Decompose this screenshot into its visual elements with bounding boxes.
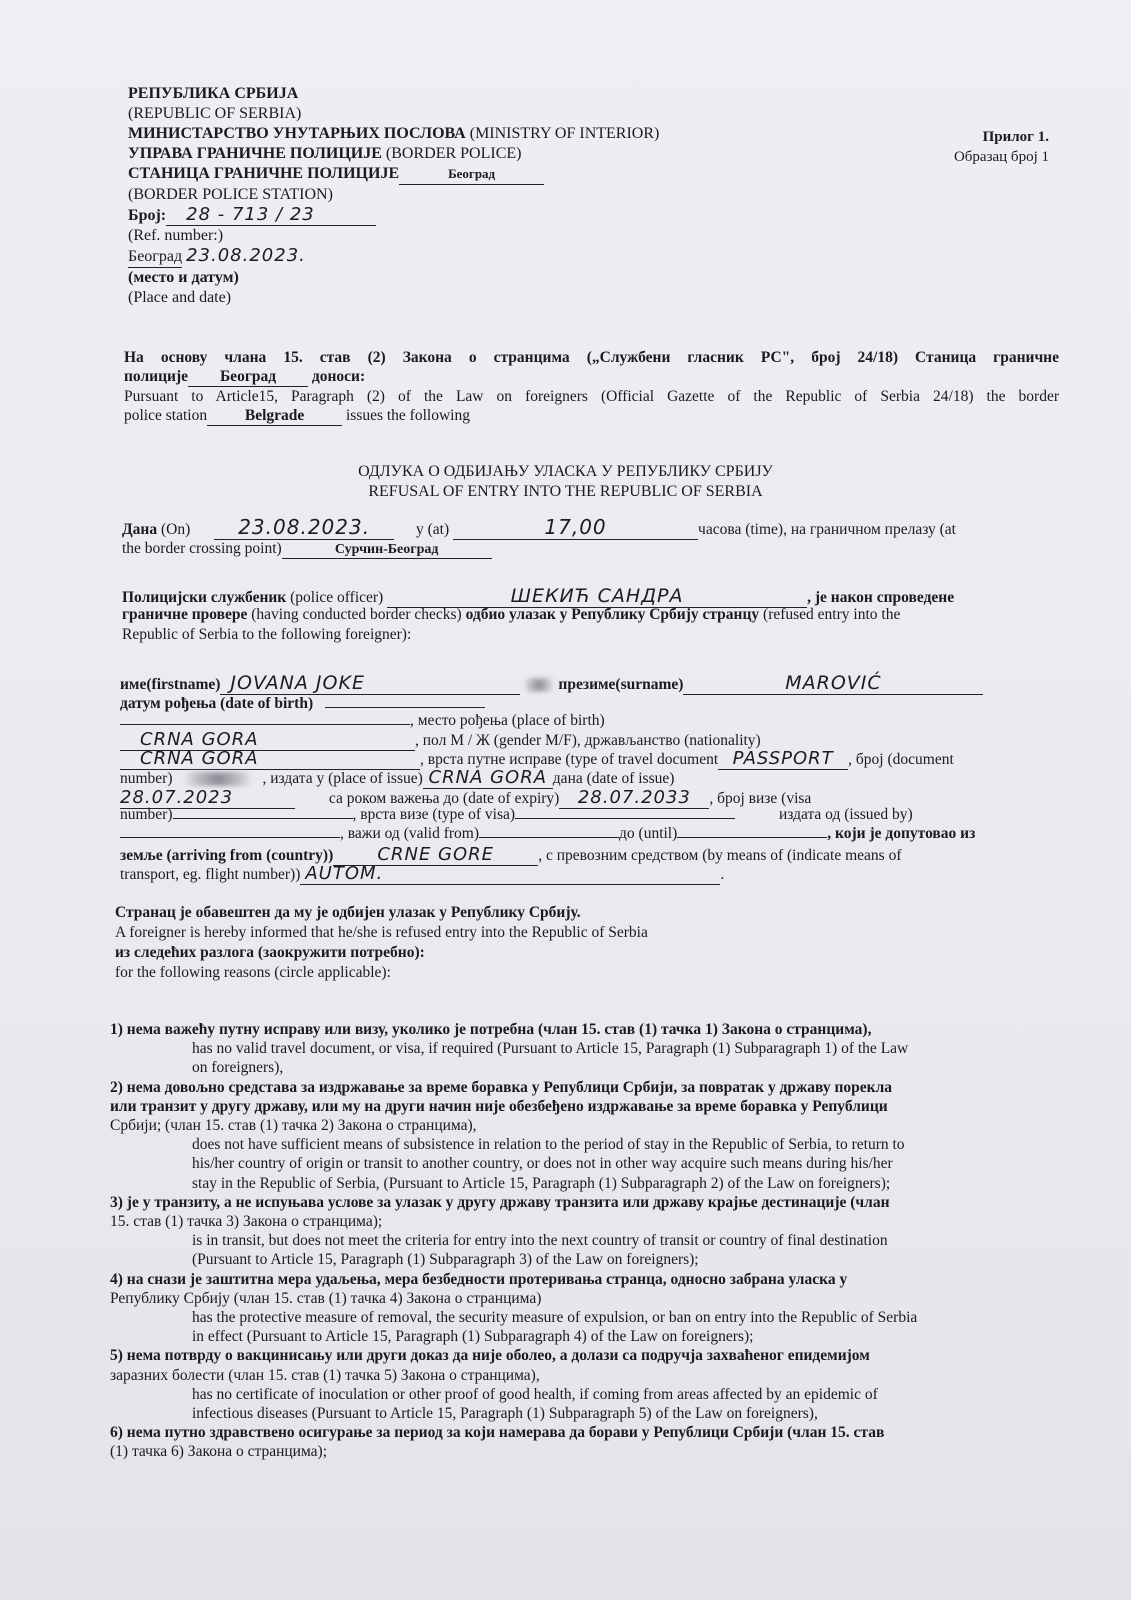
station-name-en: Belgrade [207, 406, 342, 426]
reason-5-en: has no certificate of inoculation or other proof of good health, if coming from areas affected by an epidemic of [192, 1385, 878, 1403]
crossing-point-value: Сурчин-Београд [282, 542, 492, 559]
reason-4-en-cont: in effect (Pursuant to Article 15, Paragraph (1) Subparagraph 4) of the Law on foreigners); [192, 1328, 754, 1346]
place-date-label-en: (Place and date) [128, 289, 232, 306]
header-directorate: УПРАВА ГРАНИЧНЕ ПОЛИЦИЈЕ (BORDER POLICE) [128, 145, 522, 162]
reason-3-sr: 3) је у транзиту, а не испуњава услове за улазак у другу државу транзита или државу крајње дестинације (члан [110, 1193, 890, 1211]
reason-2-sr-cont: или транзит у другу државу, или му на други начин није обезбеђено издржавање за време боравка у Републици [110, 1097, 888, 1115]
notice-sr: Странац је обавештен да му је одбијен улазак у Републику Србију. [115, 904, 581, 921]
crossing-point-row: the border crossing point) Сурчин-Београд [122, 540, 492, 559]
reason-4-sr-ref: Републику Србију (члан 15. став (1) тачка 4) Закона о странцима) [110, 1289, 542, 1307]
reasons-heading-en: for the following reasons (circle applicable): [115, 964, 391, 981]
reason-3-en-cont: (Pursuant to Article 15, Paragraph (1) Subparagraph 3) of the Law on foreigners); [192, 1251, 699, 1269]
firstname-value: JOVANA JOKE [220, 672, 520, 695]
notice-en: A foreigner is hereby informed that he/she is refused entry into the Republic of Serbia [115, 924, 648, 941]
border-check-row-2: Republic of Serbia to the following foreigner): [122, 626, 412, 643]
place-date-value: 23.08.2023. [186, 245, 306, 266]
annex-label: Прилог 1. Образац број 1 [953, 129, 1049, 165]
reason-2-sr-ref: Србији; (члан 15. став (1) тачка 2) Закона о странцима), [110, 1117, 477, 1135]
station-value: Београд [399, 164, 544, 185]
form-title-en: REFUSAL OF ENTRY INTO THE REPUBLIC OF SERBIA [368, 483, 763, 500]
reason-6-sr-ref: (1) тачка 6) Закона о странцима); [110, 1443, 328, 1461]
border-check-row: граничне провере (having conducted border checks) одбио улазак у Републику Србију странцу (refused entry into the [122, 606, 901, 623]
date-time-row: Дана (On) 23.08.2023. у (at) 17,00 часова (time), на граничном прелазу (at [122, 515, 956, 539]
header-ministry: МИНИСТАРСТВО УНУТАРЊИХ ПОСЛОВА (MINISTRY OF INTERIOR) [128, 125, 660, 142]
document-type-value: PASSPORT [718, 748, 848, 770]
place-date-row: Београд 23.08.2023. [128, 245, 306, 266]
issue-row: number) , издата у (place of issue) CRNA GORA дана (date of issue) [120, 767, 675, 788]
officer-row: Полицијски службеник (police officer) ШЕКИЋ САНДРА , је након спроведене [122, 585, 955, 607]
transport-value: AUTOM. [300, 863, 720, 885]
place-date-label-sr: (место и датум) [128, 269, 239, 286]
reason-2-en: does not have sufficient means of subsistence in relation to the period of stay in the Republic of Serbia, to return to [192, 1136, 905, 1154]
legal-basis-paragraph: На основу члана 15. став (2) Закона о странцима („Службени гласник РС", број 24/18) Станица граничне полиције Београд доноси: Pursuant to Article15, Paragraph (2) of the Law on foreigners (Official Gazette of the Republic of Serbia 24/18) the border police station Belgrade issues the following [124, 349, 1059, 424]
issue-date-value: 28.07.2023 [120, 787, 295, 809]
arrival-country-row: земље (arriving from (country)) CRNE GORE , с превозним средством (by means of (indicate means of [120, 844, 902, 865]
pob-row: , место рођења (place of birth) [120, 712, 605, 730]
header-station: СТАНИЦА ГРАНИЧНЕ ПОЛИЦИЈЕ Београд [128, 164, 659, 185]
document-number-redacted [173, 772, 263, 786]
reason-3-en: is in transit, but does not meet the criteria for entry into the next country of transit or country of final destination [192, 1232, 888, 1250]
station-name-sr: Београд [188, 367, 308, 387]
reason-1-en-cont: on foreigners), [192, 1059, 284, 1077]
visa-validity-row: , важи од (valid from) до (until) , који је допутовао из [120, 825, 975, 843]
reason-4-en: has the protective measure of removal, the security measure of expulsion, or ban on entry into the Republic of Serbia [192, 1309, 918, 1327]
gender-nationality-row: CRNA GORA , пол М / Ж (gender M/F), држављанство (nationality) [120, 729, 761, 751]
reason-4-sr: 4) на снази је заштитна мера удаљења, мера безбедности протеривања странца, односно забрана уласка у [110, 1270, 848, 1288]
surname-value: MAROVIĆ [683, 672, 983, 695]
reason-5-sr-ref: заразних болести (члан 15. став (1) тачка 5) Закона о странцима), [110, 1366, 540, 1384]
dob-row: датум рођења (date of birth) [120, 695, 485, 713]
issue-place-value: CRNA GORA [423, 767, 553, 789]
header-station-en: (BORDER POLICE STATION) [128, 186, 333, 203]
expiry-row: 28.07.2023 са роком важења до (date of expiry) 28.07.2033 , број визе (visa [120, 787, 812, 808]
name-row: име(firstname) JOVANA JOKE презиме(surname) MAROVIĆ [120, 672, 983, 695]
header-republic-en: (REPUBLIC OF SERBIA) [128, 105, 302, 122]
ref-number-row: Број: 28 - 713 / 23 [128, 205, 659, 226]
reason-6-sr: 6) нема путно здравствено осигурање за период за који намерава да борави у Републици Србији (члан 15. став [110, 1424, 885, 1442]
refusal-reasons-list [110, 1020, 1060, 1462]
ref-number-value: 28 - 713 / 23 [166, 205, 376, 226]
ref-number-label-en: (Ref. number:) [128, 227, 224, 244]
refusal-time-value: 17,00 [453, 515, 698, 540]
document-type-row: CRNA GORA , врста путне исправе (type of travel document PASSPORT , број (document [120, 748, 954, 770]
reason-5-sr: 5) нема потврду о вакцинисању или други доказ да није оболео, а долази са подручја захваћеног епидемијом [110, 1347, 870, 1365]
reason-2-sr: 2) нема довољно средстава за издржавање за време боравка у Републици Србији, за повратак у државу порекла [110, 1078, 893, 1096]
nationality-value: CRNA GORA [120, 748, 420, 770]
arrival-country-value: CRNE GORE [333, 844, 538, 866]
redaction-mark [520, 678, 558, 692]
expiry-date-value: 28.07.2033 [559, 787, 709, 809]
reasons-heading-sr: из следећих разлога (заокружити потребно): [115, 944, 425, 961]
issuer-header [128, 84, 659, 308]
header-republic: РЕПУБЛИКА СРБИЈА [128, 85, 299, 102]
form-title-sr: ОДЛУКА О ОДБИЈАЊУ УЛАСКА У РЕПУБЛИКУ СРБИЈУ [358, 463, 773, 480]
reason-2-en-cont: his/her country of origin or transit to another country, or does not in other way acquire such means during his/her [192, 1155, 893, 1173]
transport-row: transport, eg. flight number)) AUTOM. . [120, 863, 725, 884]
visa-row: number) , врста визе (type of visa) издата од (issued by) [120, 806, 913, 823]
reason-2-en-cont2: stay in the Republic of Serbia, (Pursuant to Article 15, Paragraph (1) Subparagraph 2) of the Law on foreigners); [192, 1174, 891, 1192]
reason-1-sr: 1) нема важећу путну исправу или визу, уколико је потребна (члан 15. став (1) тачка 1) Закона о странцима), [110, 1021, 872, 1038]
refusal-date-value: 23.08.2023. [214, 515, 394, 540]
reason-3-sr-ref: 15. став (1) тачка 3) Закона о странцима); [110, 1213, 383, 1231]
officer-name-value: ШЕКИЋ САНДРА [387, 585, 807, 608]
place-of-birth-value: CRNA GORA [120, 729, 415, 751]
reason-5-en-cont: infectious diseases (Pursuant to Article 15, Paragraph (1) Subparagraph 5) of the Law on foreigners), [192, 1405, 818, 1423]
reason-1-en: has no valid travel document, or visa, if required (Pursuant to Article 15, Paragraph (1) Subparagraph 1) of the Law [192, 1040, 909, 1058]
